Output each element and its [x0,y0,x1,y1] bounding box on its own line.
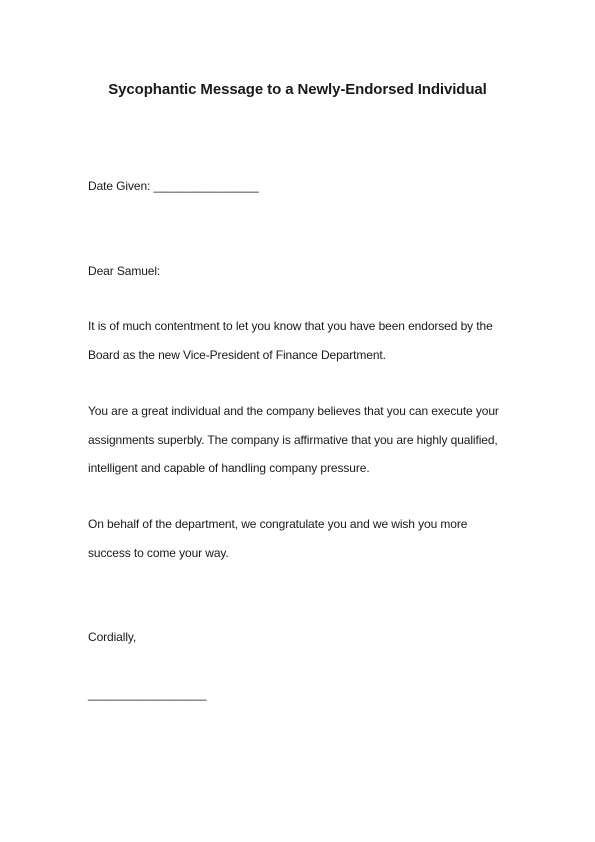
paragraph-3-line-1: On behalf of the department, we congratulate you and we wish you more [88,517,468,531]
paragraph-2-line-3: intelligent and capable of handling company pressure. [88,461,370,475]
salutation: Dear Samuel: [88,264,161,278]
paragraph-2-line-1: You are a great individual and the company believes that you can execute your [88,404,499,418]
paragraph-1-line-2: Board as the new Vice-President of Finance Department. [88,348,386,362]
date-given-line: Date Given: ________________ [88,179,259,193]
signature-line: __________________ [88,687,207,701]
document-title: Sycophantic Message to a Newly-Endorsed Individual [108,81,487,98]
paragraph-3-line-2: success to come your way. [88,546,229,560]
closing: Cordially, [88,630,137,644]
paragraph-1-line-1: It is of much contentment to let you know that you have been endorsed by the [88,319,493,333]
paragraph-2-line-2: assignments superbly. The company is affirmative that you are highly qualified, [88,433,498,447]
